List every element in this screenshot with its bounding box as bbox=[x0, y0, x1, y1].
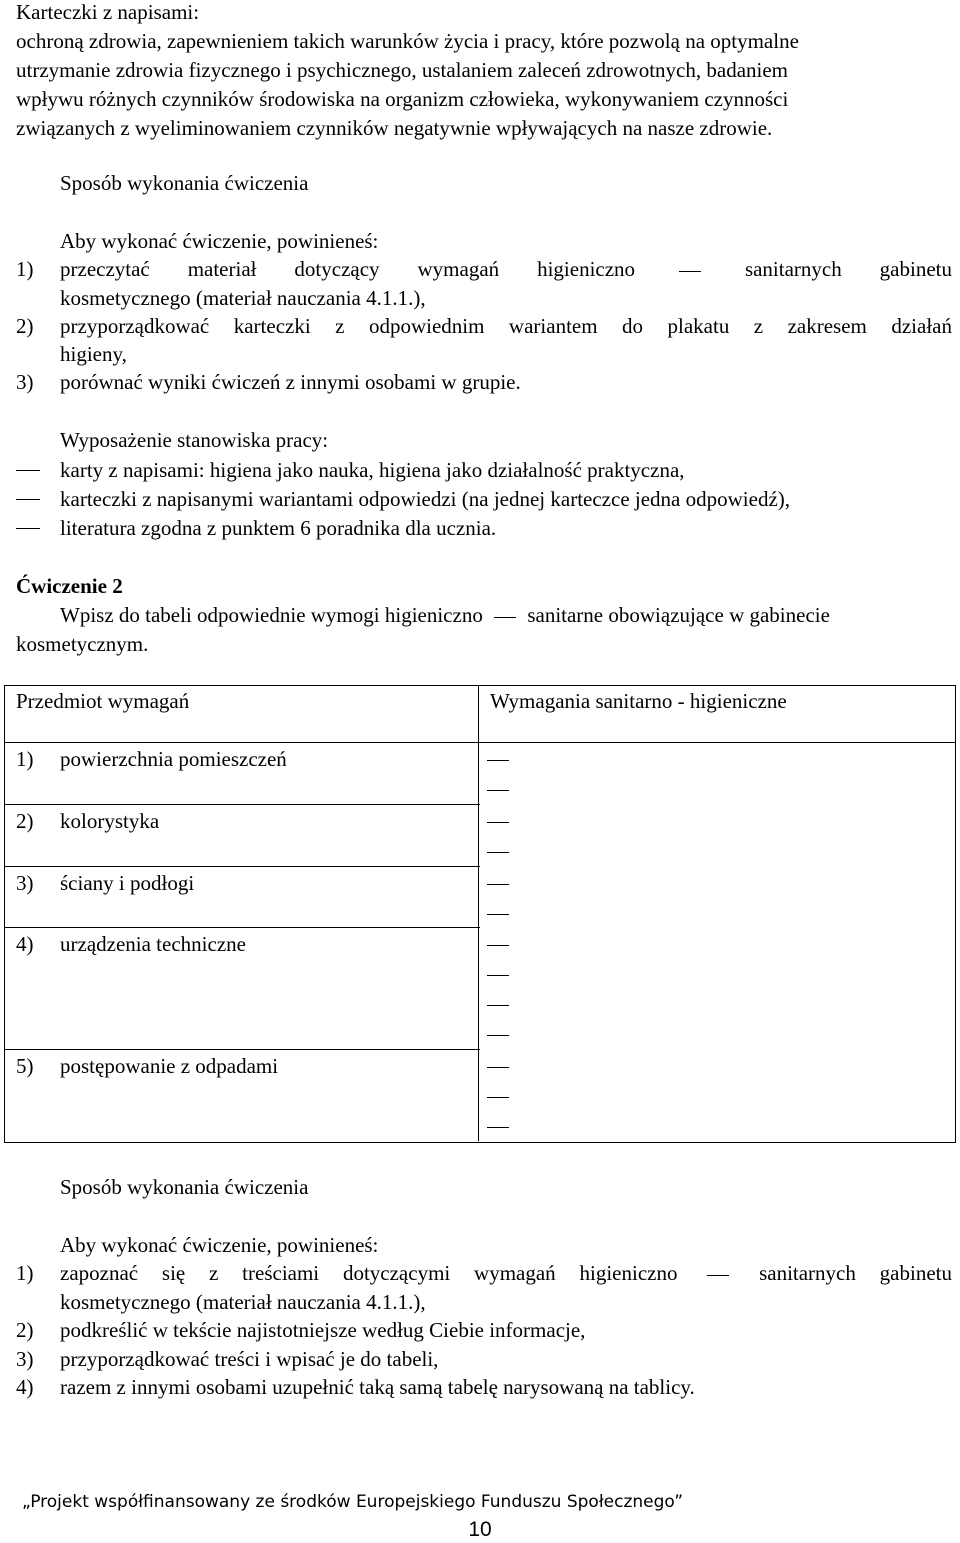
method-heading: Sposób wykonania ćwiczenia bbox=[60, 1175, 309, 1199]
row-number: 3) bbox=[16, 871, 34, 895]
answer-dash bbox=[487, 822, 509, 823]
table-header-requirements: Wymagania sanitarno - higieniczne bbox=[490, 689, 787, 713]
method-heading: Sposób wykonania ćwiczenia bbox=[60, 171, 309, 195]
step-number: 3) bbox=[16, 1347, 34, 1371]
row-label: urządzenia techniczne bbox=[60, 932, 246, 956]
dash-separator bbox=[707, 1275, 729, 1276]
dash-separator bbox=[494, 617, 516, 618]
dash-bullet bbox=[16, 499, 40, 500]
step-text-cont: kosmetycznego (materiał nauczania 4.1.1.), bbox=[60, 1290, 426, 1314]
dash-bullet bbox=[16, 470, 40, 471]
step-text: przeczytać materiał dotyczący wymagań higieniczno sanitarnych gabinetu bbox=[60, 257, 952, 281]
row-number: 4) bbox=[16, 932, 34, 956]
table-row-divider bbox=[4, 866, 480, 867]
row-label: powierzchnia pomieszczeń bbox=[60, 747, 287, 771]
row-label: kolorystyka bbox=[60, 809, 160, 833]
answer-dash bbox=[487, 1127, 509, 1128]
table-header-divider bbox=[4, 742, 956, 743]
step-text-cont: kosmetycznego (materiał nauczania 4.1.1.), bbox=[60, 286, 426, 310]
table-row-divider bbox=[4, 1049, 480, 1050]
step-text: zapoznać się z treściami dotyczącymi wymagań higieniczno sanitarnych gabinetu bbox=[60, 1261, 952, 1285]
step-text: porównać wyniki ćwiczeń z innymi osobami w grupie. bbox=[60, 370, 521, 394]
row-label: ściany i podłogi bbox=[60, 871, 195, 895]
step-number: 3) bbox=[16, 370, 34, 394]
answer-dash bbox=[487, 1067, 509, 1068]
step-text: podkreślić w tekście najistotniejsze według Ciebie informacje, bbox=[60, 1318, 586, 1342]
intro-label: Karteczki z napisami: bbox=[16, 0, 200, 24]
answer-dash bbox=[487, 1005, 509, 1006]
intro-line: utrzymanie zdrowia fizycznego i psychicznego, ustalaniem zaleceń zdrowotnych, badaniem bbox=[16, 58, 789, 82]
step-number: 1) bbox=[16, 1261, 34, 1285]
intro-line: wpływu różnych czynników środowiska na organizm człowieka, wykonywaniem czynności bbox=[16, 87, 789, 111]
footer-funding-note: „Projekt współfinansowany ze środków Europejskiego Funduszu Społecznego” bbox=[22, 1492, 684, 1512]
table-row-divider bbox=[4, 804, 480, 805]
step-number: 4) bbox=[16, 1375, 34, 1399]
intro-line: związanych z wyeliminowaniem czynników negatywnie wpływających na nasze zdrowie. bbox=[16, 116, 773, 140]
answer-dash bbox=[487, 852, 509, 853]
answer-dash bbox=[487, 884, 509, 885]
step-number: 1) bbox=[16, 257, 34, 281]
row-number: 5) bbox=[16, 1054, 34, 1078]
exercise-task: Wpisz do tabeli odpowiednie wymogi higieniczno sanitarne obowiązujące w gabinecie bbox=[60, 603, 830, 627]
intro-line: ochroną zdrowia, zapewnieniem takich warunków życia i pracy, które pozwolą na optymalne bbox=[16, 29, 799, 53]
answer-dash bbox=[487, 945, 509, 946]
equipment-item: karty z napisami: higiena jako nauka, higiena jako działalność praktyczna, bbox=[60, 458, 685, 482]
step-number: 2) bbox=[16, 314, 34, 338]
exercise-title: Ćwiczenie 2 bbox=[16, 574, 123, 598]
method-lead: Aby wykonać ćwiczenie, powinieneś: bbox=[60, 1233, 379, 1257]
answer-dash bbox=[487, 975, 509, 976]
dash-separator bbox=[679, 271, 701, 272]
step-text-cont: higieny, bbox=[60, 342, 127, 366]
equipment-heading: Wyposażenie stanowiska pracy: bbox=[60, 428, 329, 452]
answer-dash bbox=[487, 790, 509, 791]
step-number: 2) bbox=[16, 1318, 34, 1342]
step-text: przyporządkować karteczki z odpowiednim wariantem do plakatu z zakresem działań bbox=[60, 314, 952, 338]
table-column-divider bbox=[478, 685, 479, 1141]
answer-dash bbox=[487, 914, 509, 915]
table-row-divider bbox=[4, 927, 480, 928]
equipment-item: karteczki z napisanymi wariantami odpowiedzi (na jednej karteczce jedna odpowiedź), bbox=[60, 487, 791, 511]
answer-dash bbox=[487, 1035, 509, 1036]
equipment-item: literatura zgodna z punktem 6 poradnika dla ucznia. bbox=[60, 516, 497, 540]
answer-dash bbox=[487, 1097, 509, 1098]
row-number: 2) bbox=[16, 809, 34, 833]
page-number: 10 bbox=[468, 1518, 492, 1541]
table-header-subject: Przedmiot wymagań bbox=[16, 689, 190, 713]
method-lead: Aby wykonać ćwiczenie, powinieneś: bbox=[60, 229, 379, 253]
row-number: 1) bbox=[16, 747, 34, 771]
dash-bullet bbox=[16, 528, 40, 529]
step-text: razem z innymi osobami uzupełnić taką samą tabelę narysowaną na tablicy. bbox=[60, 1375, 695, 1399]
step-text: przyporządkować treści i wpisać je do tabeli, bbox=[60, 1347, 439, 1371]
row-label: postępowanie z odpadami bbox=[60, 1054, 279, 1078]
answer-dash bbox=[487, 760, 509, 761]
exercise-task-cont: kosmetycznym. bbox=[16, 632, 149, 656]
